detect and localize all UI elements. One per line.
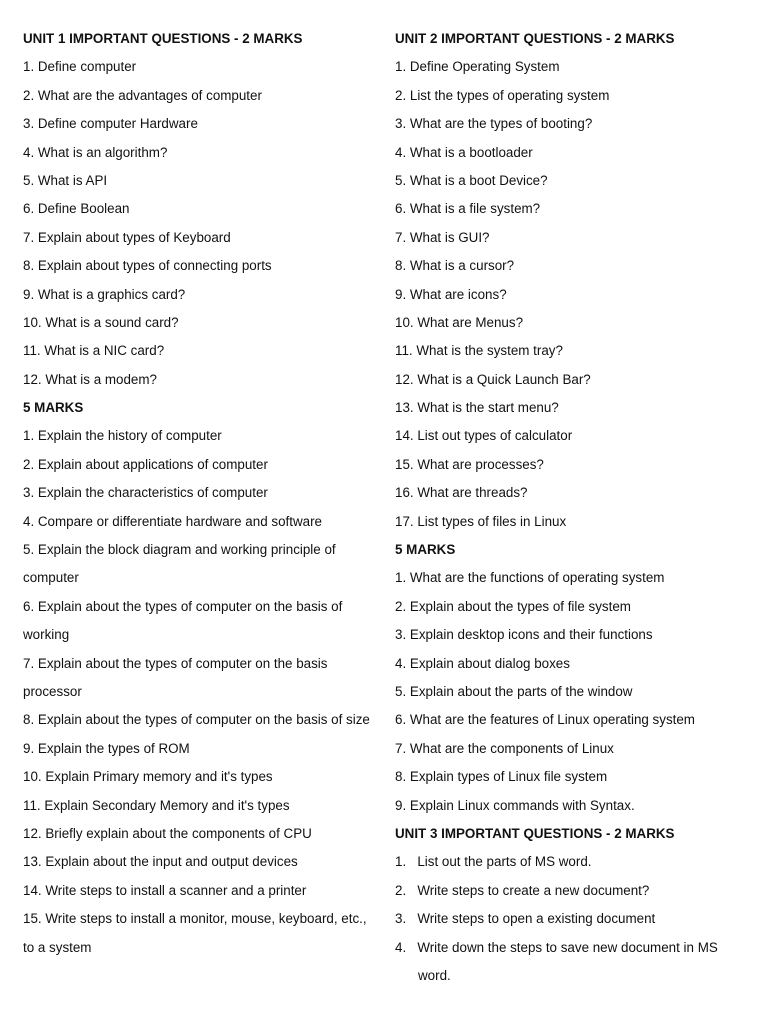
question-line: 6. Explain about the types of computer on the basis of [23,598,343,614]
question-line: 12. Briefly explain about the components of CPU [23,825,312,841]
question-line: 9. Explain the types of ROM [23,740,190,756]
question-line: 11. Explain Secondary Memory and it's types [23,797,290,813]
question-line: 2. List the types of operating system [395,87,610,103]
question-line: 3. What are the types of booting? [395,116,593,132]
question-line: 1. List out the parts of MS word. [395,854,592,870]
question-line: 8. Explain types of Linux file system [395,769,608,785]
question-line: 15. Write steps to install a monitor, mouse, keyboard, etc., [23,911,367,927]
question-line: 4. Compare or differentiate hardware and software [23,513,322,529]
question-line: 1. Define Operating System [395,59,560,75]
question-line: 16. What are threads? [395,485,528,501]
section-heading: UNIT 2 IMPORTANT QUESTIONS - 2 MARKS [395,31,675,46]
question-line: 1. What are the functions of operating system [395,570,665,586]
section-heading: 5 MARKS [395,542,456,558]
question-line: 7. Explain about the types of computer on the basis [23,655,328,671]
section-heading: 5 MARKS [23,400,84,416]
question-line: 7. What is GUI? [395,229,490,245]
question-line: 2. Write steps to create a new document? [395,882,650,898]
question-line: 10. Explain Primary memory and it's types [23,769,273,785]
question-line: word. [418,967,451,983]
question-line: 1. Explain the history of computer [23,428,222,444]
question-line: 5. What is a boot Device? [395,172,548,188]
question-line: 17. List types of files in Linux [395,513,567,529]
question-line: 9. What are icons? [395,286,507,302]
question-line: 4. Explain about dialog boxes [395,655,570,671]
question-line: 8. What is a cursor? [395,258,515,274]
question-line: 2. What are the advantages of computer [23,87,262,103]
question-line: 8. Explain about types of connecting ports [23,258,272,274]
question-line: 12. What is a Quick Launch Bar? [395,371,591,387]
question-line: 8. Explain about the types of computer on the basis of size [23,712,370,728]
question-line: processor [23,683,82,699]
question-line: 10. What are Menus? [395,314,524,330]
question-line: 14. List out types of calculator [395,428,573,444]
question-line: 11. What is the system tray? [395,343,563,359]
question-line: 14. Write steps to install a scanner and a printer [23,882,307,898]
left-column [23,25,388,962]
question-line: 5. What is API [23,172,108,188]
question-line: 5. Explain about the parts of the window [395,683,633,699]
question-line: 13. Explain about the input and output devices [23,854,298,870]
question-line: 9. Explain Linux commands with Syntax. [395,797,635,813]
question-line: 15. What are processes? [395,456,544,472]
question-line: 7. What are the components of Linux [395,740,614,756]
question-line: 13. What is the start menu? [395,400,559,416]
question-line: 9. What is a graphics card? [23,286,186,302]
question-line: 3. Write steps to open a existing document [395,911,656,927]
question-line: 12. What is a modem? [23,371,157,387]
question-line: 6. Define Boolean [23,201,130,217]
question-line: working [23,627,70,643]
question-line: 2. Explain about the types of file system [395,598,631,614]
question-line: 4. What is an algorithm? [23,144,168,160]
question-line: 2. Explain about applications of computer [23,456,268,472]
question-line: 3. Define computer Hardware [23,116,198,132]
question-line: 3. Explain the characteristics of computer [23,485,268,501]
question-line: 11. What is a NIC card? [23,343,165,359]
question-line: 1. Define computer [23,59,137,75]
question-line: computer [23,570,79,586]
section-heading: UNIT 1 IMPORTANT QUESTIONS - 2 MARKS [23,31,303,46]
question-line: 6. What are the features of Linux operating system [395,712,695,728]
question-line: 5. Explain the block diagram and working principle of [23,542,336,558]
question-line: 4. Write down the steps to save new document in MS [395,939,718,955]
question-line: 3. Explain desktop icons and their functions [395,627,653,643]
right-column [395,25,755,990]
question-line: to a system [23,939,92,955]
question-line: 7. Explain about types of Keyboard [23,229,231,245]
section-heading: UNIT 3 IMPORTANT QUESTIONS - 2 MARKS [395,825,675,841]
question-line: 6. What is a file system? [395,201,541,217]
question-line: 4. What is a bootloader [395,144,533,160]
question-line: 10. What is a sound card? [23,314,179,330]
